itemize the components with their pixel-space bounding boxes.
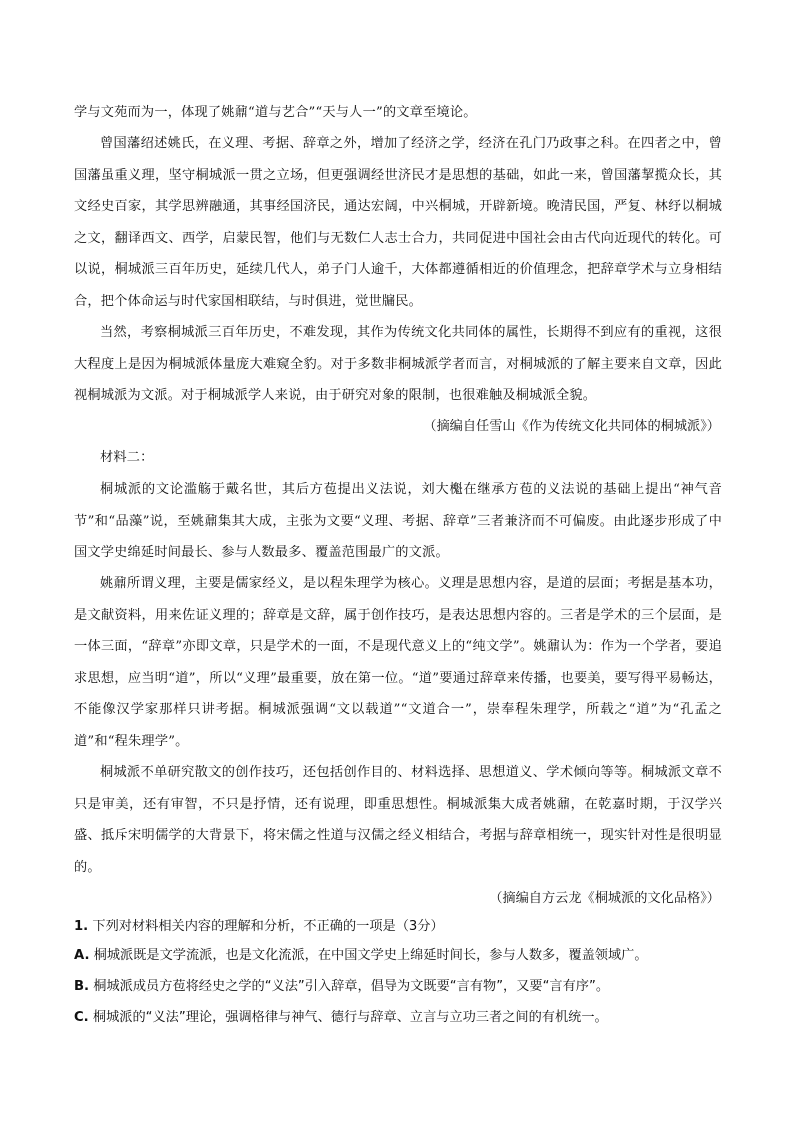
question-stem <box>74 915 734 939</box>
option-label: B. <box>74 979 90 994</box>
paragraph: 桐城派的文论滥觞于戴名世，其后方苞提出义法说，刘大櫆在继承方苞的义法说的基础上提出“神气音节”和“品藻”说，至姚鼐集其大成，主张为文要“义理、考据、辞章”三者兼济而不可偏废。由此逐步形成了中国文学史绵延时间最长、参与人数最多、覆盖范围最广的文派。 <box>74 482 722 560</box>
option-text: 桐城派成员方苞将经史之学的“义法”引入辞章，倡导为文既要“言有物”，又要“言有序”。 <box>93 979 610 994</box>
question-text: 下列对材料相关内容的理解和分析，不正确的一项是（3分） <box>92 919 444 934</box>
material-label: 材料二： <box>100 450 154 465</box>
paragraph: 桐城派不单研究散文的创作技巧，还包括创作目的、材料选择、思想道义、学术倾向等等。桐城派文章不只是审美，还有审智，不只是抒情，还有说理，即重思想性。桐城派集大成者姚鼐，在乾嘉时期，于汉学兴盛、抵斥宋明儒学的大背景下，将宋儒之性道与汉儒之经义相结合，考据与辞章相统一，现实针对性是很明显的。 <box>74 765 722 875</box>
paragraph: 学与文苑而为一，体现了姚鼐“道与艺合”“天与人一”的文章至境论。 <box>74 105 477 120</box>
option-text: 桐城派的“义法”理论，强调格律与神气、德行与辞章、立言与立功三者之间的有机统一。 <box>92 1010 608 1025</box>
option-label: A. <box>74 948 90 963</box>
source-citation: （摘编自任雪山《作为传统文化共同体的桐城派》） <box>423 419 720 434</box>
paragraph: 当然，考察桐城派三百年历史，不难发现，其作为传统文化共同体的属性，长期得不到应有的重视，这很大程度上是因为桐城派体量庞大难窥全豹。对于多数非桐城派学者而言，对桐城派的了解主要来自文章，因此视桐城派为文派。对于桐城派学人来说，由于研究对象的限制，也很难触及桐城派全貌。 <box>74 325 722 403</box>
source-citation: （摘编自方云龙《桐城派的文化品格》） <box>489 891 720 906</box>
option-a <box>74 944 734 968</box>
paragraph: 姚鼐所谓义理，主要是儒家经义，是以程朱理学为核心。义理是思想内容，是道的层面；考据是基本功，是文献资料，用来佐证义理的；辞章是文辞，属于创作技巧，是表达思想内容的。三者是学术的三个层面，是一体三面，“辞章”亦即文章，只是学术的一面，不是现代意义上的“纯文学”。姚鼐认为：作为一个学者，要追求思想，应当明“道”，所以“义理”最重要，放在第一位。“道”要通过辞章来传播，也要美，要写得平易畅达，不能像汉学家那样只讲考据。桐城派强调“文以载道”“文道合一”，崇奉程朱理学，所载之“道”为“孔孟之道”和“程朱理学”。 <box>74 576 722 749</box>
question-number: 1. <box>74 919 89 934</box>
option-label: C. <box>74 1010 89 1025</box>
paragraph: 曾国藩绍述姚氏，在义理、考据、辞章之外，增加了经济之学，经济在孔门乃政事之科。在四者之中，曾国藩虽重义理，坚守桐城派一贯之立场，但更强调经世济民才是思想的基础，如此一来，曾国藩挈揽众长，其文经史百家，其学思辨融通，其事经国济民，通达宏阔，中兴桐城，开辟新境。晚清民国，严复、林纾以桐城之文，翻译西文、西学，启蒙民智，他们与无数仁人志士合力，共同促进中国社会由古代向近现代的转化。可以说，桐城派三百年历史，延续几代人，弟子门人逾千，大体都遵循相近的价值理念，把辞章学术与立身相结合，把个体命运与时代家国相联结，与时俱进，觉世牖民。 <box>74 136 722 309</box>
option-c <box>74 1006 734 1030</box>
option-text: 桐城派既是文学流派，也是文化流派，在中国文学史上绵延时间长，参与人数多，覆盖领域广。 <box>93 948 648 963</box>
option-b <box>74 975 734 999</box>
